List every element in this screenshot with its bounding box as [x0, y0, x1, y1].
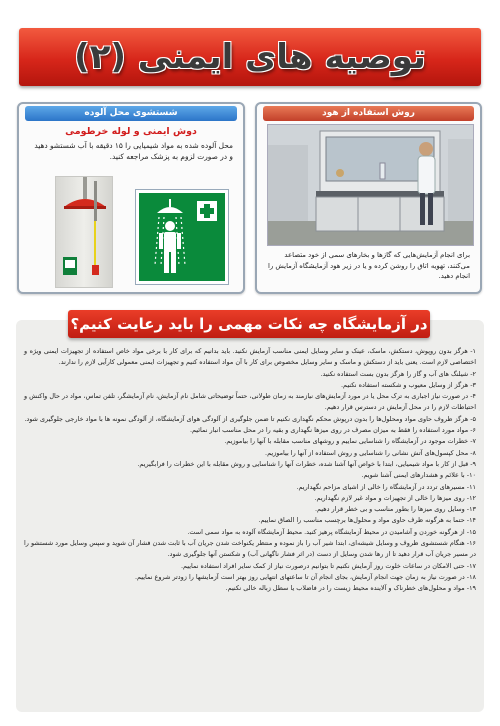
rule-item: ۹- قبل از کار با مواد شیمیایی، ابتدا با خواص آنها آشنا شده، خطرات آنها را شناسایی و روش مقابله با این خطرات را فرابگیریم. — [137, 459, 476, 468]
rule-item: ۲- شیلنگ های آب و گاز را هرگز بدون بست استفاده نکنید. — [320, 369, 476, 378]
rule-item: ۱۷- حتی الامکان در ساعات خلوت روز آزمایش نکنیم تا بتوانیم درصورت نیاز از کمک سایر افراد استفاده نماییم. — [180, 561, 476, 570]
rule-item: ۱۸- در صورت نیاز به زمان جهت انجام آزمایش، بجای انجام آن تا ساعتهای انتهایی روز بهتر است آزمایشها را زودتر شروع نماییم. — [134, 572, 476, 581]
rule-item: ۳- هرگز از وسایل معیوب و شکسته استفاده نکنیم. — [341, 380, 476, 389]
emergency-shower-sign-icon — [136, 190, 228, 284]
wash-panel-header: شستشوی محل آلوده — [25, 106, 237, 121]
rules-title: در آزمایشگاه چه نکات مهمی را باید رعایت کنیم؟ — [68, 310, 430, 338]
rule-item: ۵- هرگز ظروف حاوی مواد ومحلول‌ها را بدون درپوش محکم نگهداری نکنیم تا ضمن جلوگیری از آلودگی هوای آزمایشگاه، از آلودگی نمونه ها با مواد خارجی جلوگیری شود. — [24, 414, 476, 423]
fume-hood-photo — [267, 124, 474, 246]
title-banner — [19, 28, 481, 86]
first-aid-cross-icon — [197, 201, 217, 221]
rule-item: ۶- مواد مورد استفاده را فقط به میزان مصرف در روی میزها نگهداری و بقیه را در محل مناسب انبار نمائیم. — [189, 426, 476, 435]
rule-item: ۱۱- مسیرهای تردد در آزمایشگاه را خالی از اشیای مزاحم نگهداریم. — [296, 482, 476, 491]
rule-item: ۱- هرگز بدون روپوش، دستکش، ماسک، عینک و سایر وسایل ایمنی مناسب آزمایش نکنید. باید بدانیم که برای کار با برخی مواد خاص استفاده از تجهیزات ایمنی ویژه و اختصاصی لازم است. یعنی باید از دستکش و ماسک و سایر وسایل مخصوص برای کار با آن مواد استفاده کنیم و تجهیزات ایمنی معمولی کارآیی لازم را ندارند. — [24, 347, 476, 367]
fume-hood-instructions: برای انجام آزمایش‌هایی که گازها و بخارهای سمی از خود متصاعد می‌کنند، تهویه اتاق را روشن کرده و یا در زیر هود آزمایشگاه آزمایش را انجام دهید. — [267, 251, 470, 280]
rule-item: ۴- در صورت نیاز اجباری به ترک محل یا در مورد آزمایش‌های نیازمند به زمان طولانی، حتماً توضیحاتی شامل نام آزمایش، نام آزمایشگر، تلفن تماس، مواد در حال واکنش و احتیاطات لازم را در محل آزمایش در دسترس قرار دهیم. — [24, 392, 476, 412]
wash-instructions: محل آلوده شده به مواد شیمیایی را ۱۵ دقیقه با آب شستشو دهید و در صورت لزوم به پزشک مراجعه کنید. — [34, 141, 233, 161]
rule-item: ۱۶- هنگام شستشوی ظروف و وسایل شیشه‌ای، ابتدا شیر آب را باز نموده و منتظر یکنواخت شدن جریان آب با ثابت شدن فشار آن شوید و سپس وسایل مورد شستشو را در مسیر جریان آب قرار دهید تا از رها شدن وسایل از دست (در اثر فشار ناگهانی آب) و شکستن آنها جلوگیری شود. — [24, 539, 476, 559]
rule-item: ۱۰- با علائم و هشدارهای ایمنی آشنا شویم. — [361, 471, 476, 480]
rules-list — [24, 346, 476, 595]
rule-item: ۱۲- روی میزها را خالی از تجهیزات و مواد غیر لازم نگهداریم. — [314, 493, 476, 502]
fume-hood-panel-header: روش استفاده از هود — [263, 106, 474, 121]
rule-item: ۱۵- از هرگونه خوردن و آشامیدن در محیط آزمایشگاه پرهیز کنید. محیط آزمایشگاه آلوده به مواد سمی است. — [187, 527, 476, 536]
wash-contaminated-area-panel — [17, 102, 245, 294]
safety-shower-photo — [55, 176, 113, 288]
page-title: توصیه های ایمنی (۲) — [74, 37, 426, 77]
safety-shower-subtitle: دوش ایمنی و لوله خرطومی — [65, 126, 197, 137]
rule-item: ۷- خطرات موجود در آزمایشگاه را شناسایی نماییم و روشهای مناسب مقابله با آنها را بیاموزیم. — [224, 437, 476, 446]
rule-item: ۱۹- مواد و محلول‌های خطرناک و آلاینده محیط زیست را در فاضلاب یا سطل زباله خالی نکنیم. — [225, 584, 476, 593]
rule-item: ۸- محل کپسول‌های آتش نشانی را شناسایی و روش استفاده از آنها را بیاموزیم. — [265, 448, 476, 457]
rule-item: ۱۴- حتما به هرگونه ظرف حاوی مواد و محلول‌ها برچسب مناسب را الصاق نماییم. — [258, 516, 476, 525]
rule-item: ۱۳- وسایل روی میزها را بطور مناسب و بی خطر قرار دهیم. — [314, 505, 476, 514]
fume-hood-panel — [255, 102, 482, 294]
